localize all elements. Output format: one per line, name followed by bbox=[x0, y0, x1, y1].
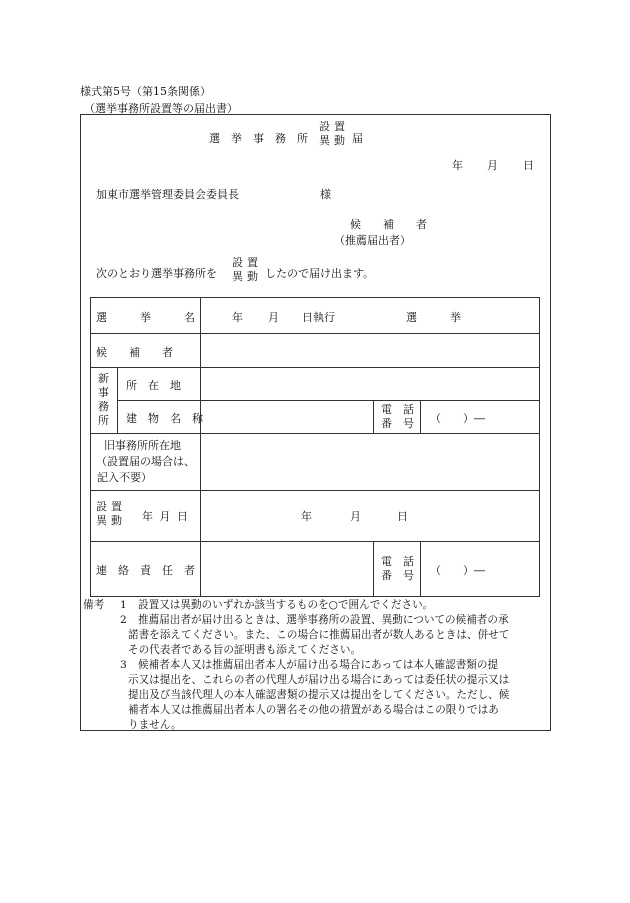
row-divider bbox=[90, 541, 540, 542]
note-1: 設置又は異動のいずれか該当するものを○で囲んでください。 bbox=[138, 599, 434, 611]
date-row-label: 年 月 日 bbox=[142, 510, 188, 523]
row-date-year: 年 bbox=[301, 510, 312, 523]
row-date-month: 月 bbox=[350, 510, 361, 523]
column-divider bbox=[117, 367, 118, 433]
body-option-setup: 設置 bbox=[232, 256, 262, 269]
body-options bbox=[232, 256, 262, 284]
column-divider bbox=[200, 297, 201, 597]
election-name-label: 選 挙 名 bbox=[96, 311, 195, 324]
election-year: 年 bbox=[232, 311, 243, 324]
election-day-exec: 日執行 bbox=[302, 311, 335, 324]
note-2-line: 推薦届出者が届け出るときは、選挙事務所の設置、異動についての候補者の承 bbox=[138, 614, 509, 626]
date-options bbox=[96, 500, 126, 528]
body-prefix: 次のとおり選挙事務所を bbox=[96, 267, 217, 280]
new-office-char: 務 bbox=[98, 400, 109, 413]
title-option-change: 異動 bbox=[319, 134, 349, 147]
addressee: 加東市選挙管理委員会委員長 bbox=[96, 188, 239, 201]
phone-label-line2: 番 号 bbox=[381, 417, 414, 430]
form-title-suffix: 届 bbox=[352, 132, 363, 145]
contact-phone-field[interactable]: （ ）― bbox=[430, 564, 485, 577]
body-suffix: したので届け出ます。 bbox=[265, 267, 375, 280]
row-divider bbox=[90, 333, 540, 334]
contact-phone-label-line2: 番 号 bbox=[381, 569, 414, 582]
row-divider bbox=[90, 433, 540, 434]
phone-field[interactable]: （ ）― bbox=[430, 412, 485, 425]
column-divider bbox=[373, 400, 374, 433]
date-option-setup: 設置 bbox=[96, 500, 126, 513]
candidate-field[interactable] bbox=[204, 337, 536, 363]
form-subtitle: （選挙事務所設置等の届出書） bbox=[84, 102, 238, 115]
row-divider bbox=[90, 490, 540, 491]
notes-heading: 備考 bbox=[83, 599, 105, 611]
column-divider bbox=[420, 400, 421, 433]
row-divider bbox=[117, 400, 540, 401]
new-office-char: 事 bbox=[98, 386, 109, 399]
candidate-row-label: 候 補 者 bbox=[96, 346, 173, 359]
new-office-char: 新 bbox=[98, 372, 109, 385]
building-name-label: 建 物 名 称 bbox=[126, 412, 203, 425]
recommender-label: （推薦届出者） bbox=[334, 234, 411, 247]
election-month: 月 bbox=[268, 311, 279, 324]
note-3-line: 提出及び当該代理人の本人確認書類の提示又は提出をしてください。ただし、候 bbox=[128, 689, 510, 701]
form-title-prefix: 選 挙 事 務 所 bbox=[209, 132, 308, 145]
date-month: 月 bbox=[487, 159, 498, 172]
column-divider bbox=[373, 541, 374, 597]
phone-label-line1: 電 話 bbox=[381, 403, 414, 416]
setup-date-field[interactable] bbox=[204, 494, 536, 537]
location-field[interactable] bbox=[204, 371, 536, 396]
contact-person-label: 連 絡 責 任 者 bbox=[96, 564, 195, 577]
new-office-label bbox=[98, 372, 109, 428]
phone-label bbox=[381, 403, 414, 431]
date-option-change: 異動 bbox=[96, 514, 126, 527]
date-year: 年 bbox=[452, 159, 463, 172]
new-office-char: 所 bbox=[98, 414, 109, 427]
row-date-day: 日 bbox=[397, 510, 408, 523]
candidate-label: 候 補 者 bbox=[350, 218, 427, 231]
contact-phone-label bbox=[381, 555, 414, 583]
honorific: 様 bbox=[320, 188, 331, 201]
old-office-field[interactable] bbox=[204, 437, 536, 486]
contact-phone-label-line1: 電 話 bbox=[381, 555, 414, 568]
title-options bbox=[319, 120, 349, 148]
contact-person-field[interactable] bbox=[204, 545, 369, 593]
note-3-number: 3 bbox=[120, 659, 127, 671]
row-divider bbox=[90, 367, 540, 368]
note-3-line: りません。 bbox=[128, 719, 182, 731]
note-2-line: その代表者である旨の証明書も添えてください。 bbox=[128, 644, 362, 656]
title-option-setup: 設置 bbox=[319, 120, 349, 133]
note-2-line: 諾書を添えてください。また、この場合に推薦届出者が数人あるときは、併せて bbox=[128, 629, 510, 641]
election-date-field[interactable] bbox=[204, 301, 334, 329]
note-2-number: 2 bbox=[120, 614, 127, 626]
note-1-number: 1 bbox=[120, 599, 127, 611]
form-number: 様式第5号（第15条関係） bbox=[80, 85, 211, 98]
column-divider bbox=[420, 541, 421, 597]
old-office-note: （設置届の場合は、 bbox=[96, 455, 195, 468]
date-day: 日 bbox=[523, 159, 534, 172]
building-name-field[interactable] bbox=[204, 404, 369, 429]
election-word: 選 挙 bbox=[406, 311, 461, 324]
old-office-note-2: 記入不要） bbox=[97, 471, 152, 484]
body-option-change: 異動 bbox=[232, 270, 262, 283]
old-office-label: 旧事務所所在地 bbox=[104, 439, 181, 452]
note-3-line: 示又は提出を、これらの者の代理人が届け出る場合にあっては委任状の提示又は bbox=[128, 674, 510, 686]
location-label: 所 在 地 bbox=[126, 379, 181, 392]
note-3-line: 候補者本人又は推薦届出者本人が届け出る場合にあっては本人確認書類の提 bbox=[138, 659, 499, 671]
note-3-line: 補者本人又は推薦届出者本人の署名その他の措置がある場合はこの限りではあ bbox=[128, 704, 499, 716]
